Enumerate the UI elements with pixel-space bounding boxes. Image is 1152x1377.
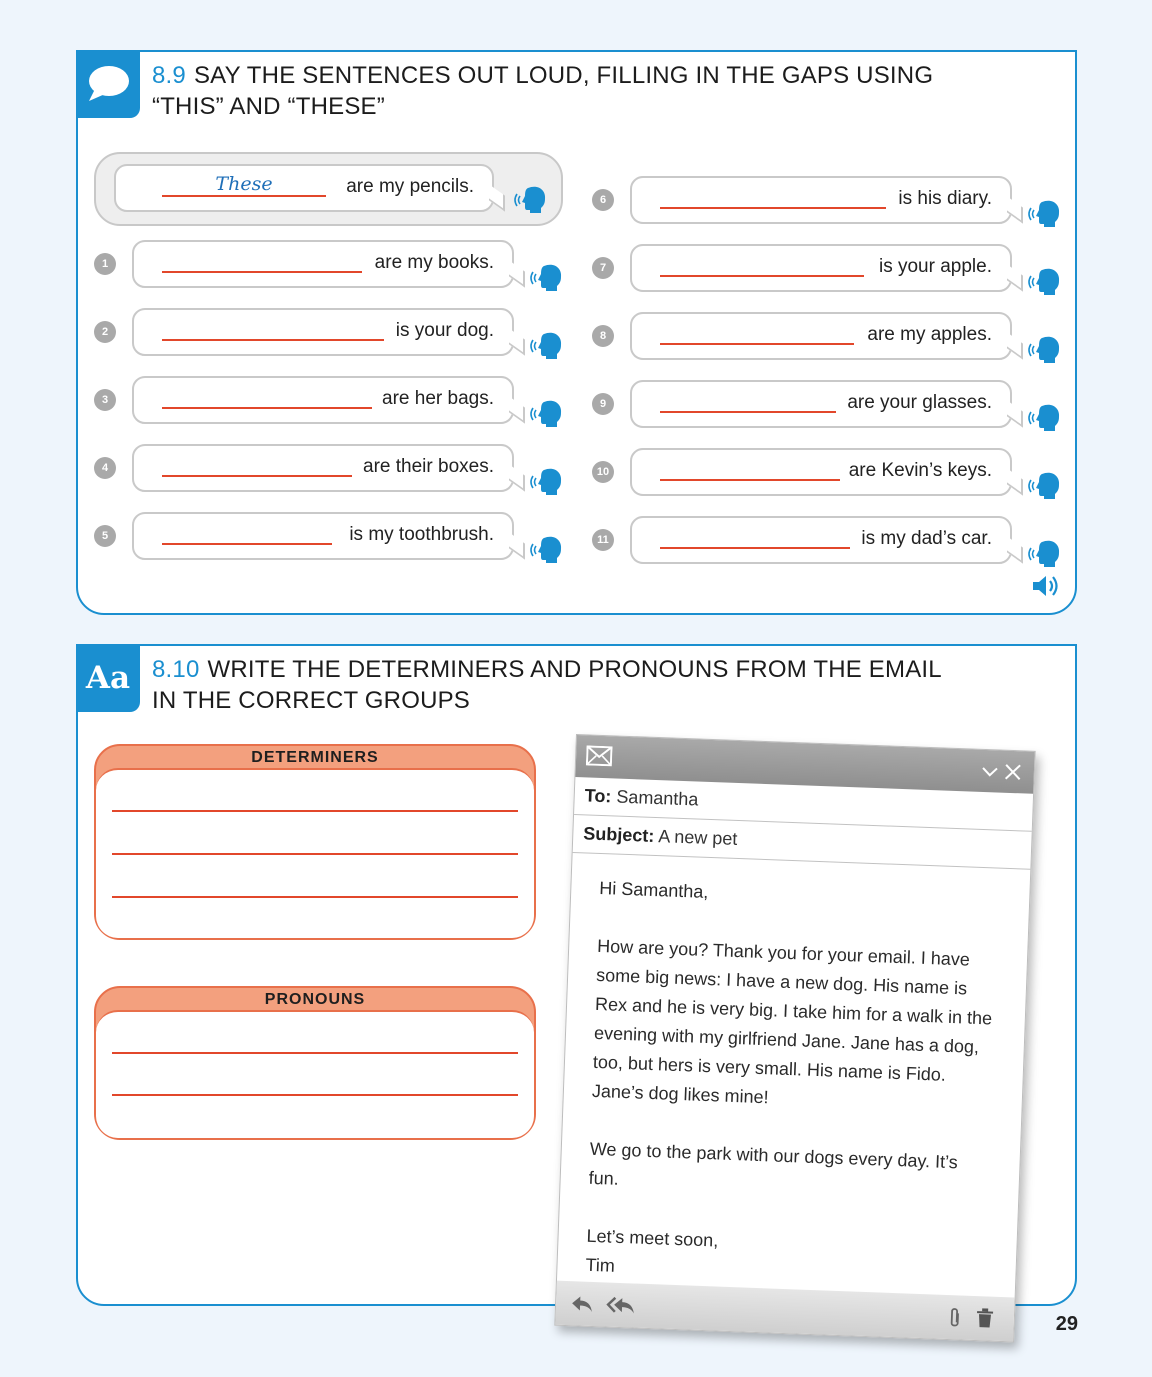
to-value: Samantha (616, 786, 699, 810)
email-window (554, 734, 1035, 1342)
write-line[interactable] (112, 810, 518, 812)
answer-gap[interactable] (162, 451, 352, 477)
speaking-head-icon (1028, 198, 1062, 228)
group-title: DETERMINERS (251, 749, 379, 766)
write-line[interactable] (112, 896, 518, 898)
chevron-down-icon[interactable] (982, 766, 998, 779)
email-paragraph: We go to the park with our dogs every day. It’s fun. (588, 1138, 959, 1189)
speaking-head-icon (530, 534, 564, 564)
sentence-text: are my apples. (867, 324, 992, 345)
exercise-8-10 (76, 644, 1077, 1306)
example-bubble (114, 164, 494, 212)
subject-label: Subject: (582, 823, 655, 846)
sentence-text: are Kevin’s keys. (848, 460, 992, 481)
sentence-text: are their boxes. (363, 456, 494, 477)
question-number: 11 (592, 529, 614, 551)
speaking-head-icon (1028, 538, 1062, 568)
email-greeting: Hi Samantha, (599, 877, 709, 902)
close-icon[interactable] (1004, 763, 1023, 782)
sentence-text: is your apple. (878, 256, 992, 277)
question-number: 6 (592, 189, 614, 211)
sentence-bubble (630, 176, 1012, 224)
title-line: IN THE CORRECT GROUPS (152, 687, 471, 714)
question-number: 10 (592, 461, 614, 483)
reply-icon[interactable] (570, 1293, 595, 1314)
speaking-head-icon (530, 262, 564, 292)
example-box (94, 152, 563, 226)
answer-gap[interactable] (660, 319, 854, 345)
sentence-text: is his diary. (898, 188, 992, 209)
subject-value: A new pet (657, 826, 738, 849)
sentence-bubble (132, 308, 514, 356)
speaking-head-icon (1028, 266, 1062, 296)
question-number: 3 (94, 389, 116, 411)
sentence-bubble (630, 448, 1012, 496)
answer-gap[interactable] (660, 251, 864, 277)
sentence-text: is my dad’s car. (861, 528, 992, 549)
sentence-bubble (630, 312, 1012, 360)
answer-gap[interactable] (660, 523, 850, 549)
example-answer: These (215, 173, 273, 195)
section-title (152, 60, 933, 122)
exercise-8-9 (76, 50, 1077, 615)
write-line[interactable] (112, 1052, 518, 1054)
speaking-head-icon (530, 330, 564, 360)
sentence-bubble (630, 380, 1012, 428)
speaking-head-icon (1028, 470, 1062, 500)
speech-bubble-icon (85, 63, 131, 105)
aa-badge (76, 644, 140, 712)
section-title (152, 654, 942, 716)
sentence-text: is my toothbrush. (349, 524, 494, 545)
reply-all-icon[interactable] (606, 1294, 637, 1315)
group-answer-area (96, 1010, 534, 1138)
sentence-bubble (132, 240, 514, 288)
speaking-head-icon (1028, 334, 1062, 364)
to-label: To: (584, 785, 612, 807)
speaking-head-icon (1028, 402, 1062, 432)
sentence-bubble (132, 376, 514, 424)
question-number: 4 (94, 457, 116, 479)
answer-gap[interactable] (660, 455, 840, 481)
envelope-icon (586, 745, 613, 766)
speech-bubble-badge (76, 50, 140, 118)
question-number: 7 (592, 257, 614, 279)
sentence-bubble (132, 444, 514, 492)
email-signature: Tim (585, 1254, 616, 1276)
speaking-head-icon (514, 184, 548, 214)
answer-gap[interactable] (162, 519, 332, 545)
sentence-bubble (132, 512, 514, 560)
sentence-text: are my books. (374, 252, 494, 273)
page-number: 29 (1055, 1313, 1078, 1335)
sentence-bubble (630, 516, 1012, 564)
audio-speaker-icon[interactable] (1031, 573, 1061, 599)
paperclip-icon[interactable] (947, 1307, 962, 1329)
question-number: 8 (592, 325, 614, 347)
section-number: 8.9 (152, 62, 186, 89)
group-title: PRONOUNS (264, 991, 366, 1008)
answer-gap (162, 171, 326, 197)
speaking-head-icon (530, 466, 564, 496)
title-line: “THIS” AND “THESE” (152, 93, 385, 120)
section-number: 8.10 (152, 656, 200, 683)
trash-icon[interactable] (976, 1308, 995, 1329)
sentence-text: is your dog. (395, 320, 494, 341)
sentence-text: are my pencils. (346, 176, 474, 197)
answer-gap[interactable] (660, 183, 886, 209)
answer-gap[interactable] (162, 315, 384, 341)
answer-gap[interactable] (660, 387, 836, 413)
title-line: SAY THE SENTENCES OUT LOUD, FILLING IN THE GAPS USING (193, 62, 934, 89)
sentence-text: are your glasses. (847, 392, 992, 413)
group-answer-area (96, 768, 534, 938)
write-line[interactable] (112, 853, 518, 855)
sentence-text: are her bags. (382, 388, 494, 409)
speaking-head-icon (530, 398, 564, 428)
title-line: WRITE THE DETERMINERS AND PRONOUNS FROM THE EMAIL (207, 656, 942, 683)
sentence-bubble (630, 244, 1012, 292)
email-paragraph: How are you? Thank you for your email. I have some big news: I have a new dog. His name is Rex and he is very big. I take him for a walk in the evening with my girlfriend Jane. Jane has a dog, too, but hers is very small. His name is Fido. Jane’s dog likes mine! (591, 935, 993, 1108)
question-number: 2 (94, 321, 116, 343)
determiners-group (94, 744, 536, 940)
answer-gap[interactable] (162, 247, 362, 273)
badge-label: Aa (85, 660, 131, 696)
pronouns-group (94, 986, 536, 1140)
email-signoff: Let’s meet soon, (586, 1225, 719, 1251)
email-body (557, 853, 1030, 1295)
question-number: 5 (94, 525, 116, 547)
question-number: 9 (592, 393, 614, 415)
write-line[interactable] (112, 1094, 518, 1096)
answer-gap[interactable] (162, 383, 372, 409)
question-number: 1 (94, 253, 116, 275)
